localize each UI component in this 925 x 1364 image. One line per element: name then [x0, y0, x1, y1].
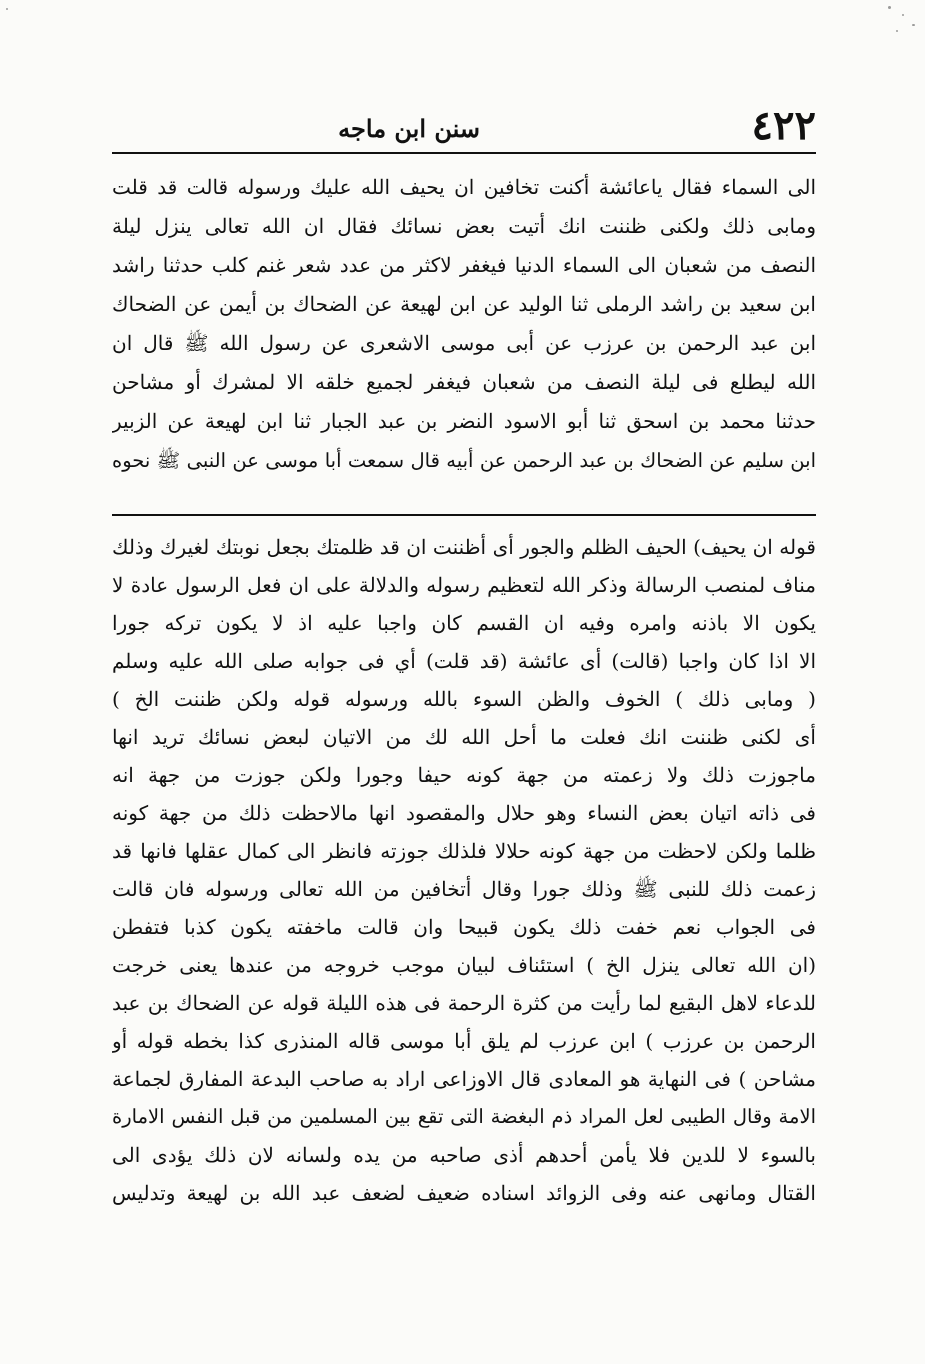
hadith-line: ابن عبد الرحمن بن عرزب عن أبى موسى الاشعرى عن رسول الله ﷺ قال ان — [112, 331, 816, 355]
hadith-line: ابن سليم عن الضحاك بن عبد الرحمن عن أبيه قال سمعت أبا موسى عن النبى ﷺ نحوه — [112, 449, 816, 472]
footnote-separator — [112, 514, 816, 516]
commentary-line: فى الجواب نعم خفت ذلك يكون قبيحا وان قالت ماخفته يكون كذبا فتفطن — [112, 915, 816, 939]
scan-speckle — [896, 30, 898, 32]
page-header — [112, 100, 816, 154]
commentary-line: القتال ومانهى عنه وفى الزوائد اسناده ضعيف لضعف عبد الله بن لهيعة وتدليس — [112, 1181, 816, 1205]
commentary-line: للدعاء لاهل البقيع لما رأيت من كثرة الرحمة فى هذه الليلة قوله عن الضحاك بن عبد — [112, 991, 816, 1015]
hadith-line: ابن سعيد بن راشد الرملى ثنا الوليد عن ابن لهيعة عن الضحاك بن أيمن عن الضحاك — [112, 292, 816, 316]
commentary-line: أى لكنى ظننت انك فعلت ما أحل الله لك من الاتيان لبعض نسائك تريد انها — [112, 725, 816, 749]
commentary-line: ( ومابى ذلك ) الخوف والظن السوء بالله ورسوله قوله ولكن ظننت الخ ) — [112, 687, 816, 711]
commentary-line: ظلما ولكن لاحظت من جهة كونه حلالا فلذلك جوزته فانظر الى كمال عقلها فانها قد — [112, 839, 816, 863]
hadith-line: حدثنا محمد بن اسحق ثنا أبو الاسود النضر بن عبد الجبار ثنا ابن لهيعة عن الزبير — [112, 409, 816, 433]
hadith-line: الله ليطلع فى ليلة النصف من شعبان فيغفر لجميع خلقه الا لمشرك أو مشاحن — [112, 370, 816, 394]
hadith-line: النصف من شعبان الى السماء الدنيا فيغفر لاكثر من عدد شعر غنم كلب حدثنا راشد — [112, 253, 816, 277]
hadith-text — [112, 168, 816, 480]
commentary-line: زعمت ذلك للنبى ﷺ وذلك جورا وقال أتخافين من الله تعالى ورسوله فان قالت — [112, 877, 816, 901]
commentary-line: (ان الله تعالى ينزل الخ ) استئناف لبيان موجب خروجه من عندها يعنى خرجت — [112, 953, 816, 977]
book-title: سنن ابن ماجه — [338, 114, 480, 143]
commentary-line: مشاحن ) فى النهاية هو المعادى قال الاوزاعى اراد به صاحب البدعة المفارق لجماعة — [112, 1067, 816, 1091]
scan-speckle — [888, 6, 891, 9]
commentary-line: الرحمن بن عرزب ) ابن عرزب لم يلق أبا موسى قاله المنذرى كذا بخطه قوله أو — [112, 1029, 816, 1053]
page-number: ٤٢٢ — [751, 102, 816, 149]
commentary-text — [112, 528, 816, 1212]
scan-speckle — [902, 14, 904, 16]
scan-speckle — [912, 24, 915, 26]
commentary-line: مناف لمنصب الرسالة وذكر الله لتعظيم رسوله والدلالة على ان فعل الرسول عادة لا — [112, 573, 816, 597]
commentary-line: يكون الا باذنه وامره وفيه ان القسم كان واجبا عليه اذ لا يكون تركه جورا — [112, 611, 816, 635]
commentary-line: ماجوزت ذلك ولا زعمته من جهة كونه حيفا وجورا ولكن جوزت من جهة انه — [112, 763, 816, 787]
commentary-line: الامة وقال الطيبى لعل المراد ذم البغضة التى تقع بين المسلمين من قبل النفس الامارة — [112, 1105, 816, 1128]
commentary-line: الا اذا كان واجبا (قالت) أى عائشة (قد قلت) أي فى جوابه صلى الله عليه وسلم — [112, 649, 816, 673]
commentary-line: فى ذاته اتيان بعض النساء وهو حلال والمقصود انها مالاحظت ذلك من جهة كونه — [112, 801, 816, 825]
commentary-line: بالسوء لا للدين فلا يأمن أحدهم أذى صاحبه من يده ولسانه لان ذلك يؤدى الى — [112, 1143, 816, 1167]
scan-speckle — [6, 8, 8, 10]
commentary-line: قوله ان يحيف) الحيف الظلم والجور أى أظننت ان قد ظلمتك بجعل نوبتك لغيرك وذلك — [112, 535, 816, 559]
hadith-line: ومابى ذلك ولكنى ظننت انك أتيت بعض نسائك فقال ان الله تعالى ينزل ليلة — [112, 214, 816, 238]
hadith-line: الى السماء فقال ياعائشة أكنت تخافين ان يحيف الله عليك ورسوله قالت قد قلت — [112, 175, 816, 199]
